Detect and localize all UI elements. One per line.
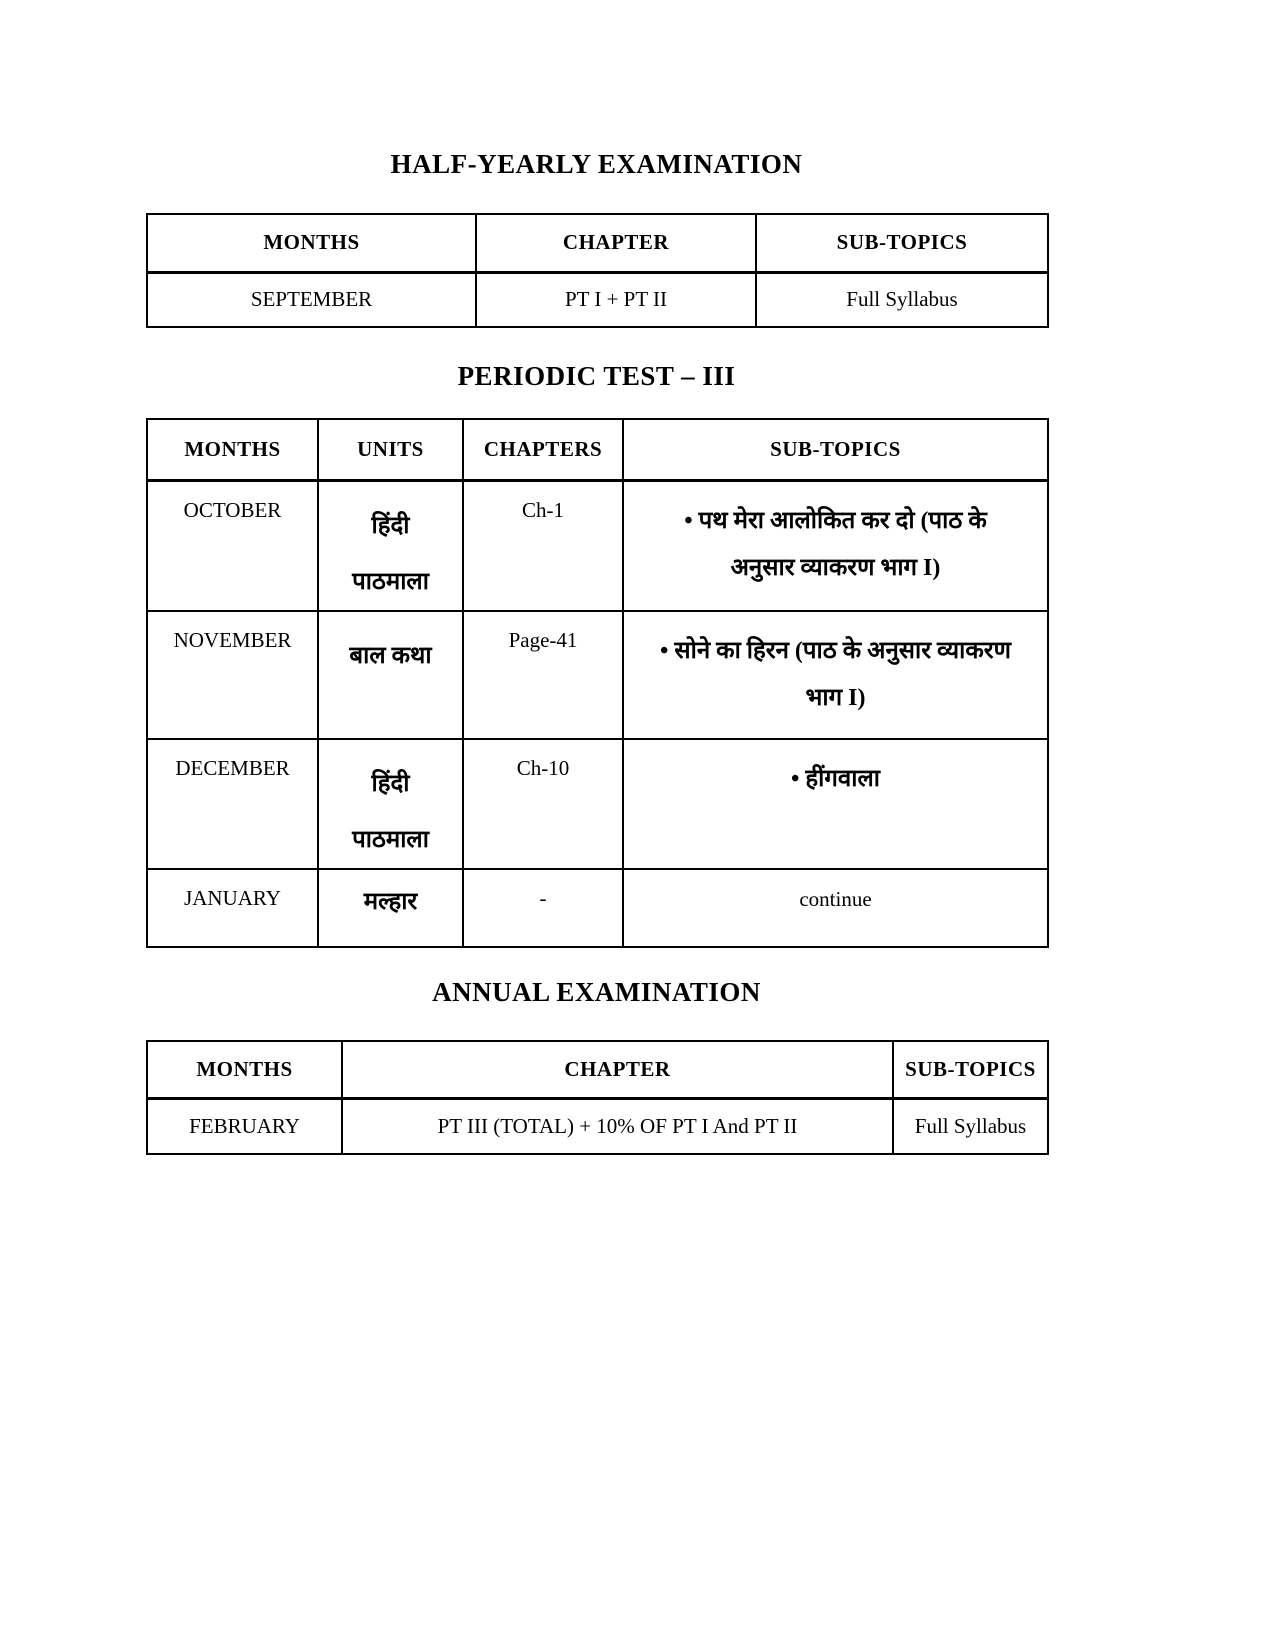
sub-topics-cell: Full Syllabus [756, 272, 1048, 327]
table-row [147, 1099, 1048, 1154]
header-months: MONTHS [147, 419, 318, 480]
chapter-cell: - [463, 869, 623, 947]
unit-cell [318, 480, 463, 611]
sub-topics-cell [623, 739, 1048, 869]
header-months: MONTHS [147, 214, 476, 272]
table-row [147, 611, 1048, 739]
annual-table [146, 1040, 1049, 1155]
header-months: MONTHS [147, 1041, 342, 1099]
half-yearly-title: HALF-YEARLY EXAMINATION [390, 149, 803, 179]
unit-line: मल्हार [363, 888, 418, 915]
header-sub-topics: SUB-TOPICS [756, 214, 1048, 272]
table-header-row [147, 419, 1048, 480]
unit-line: पाठमाला [352, 826, 429, 853]
periodic-test-table [146, 418, 1049, 948]
annual-title: ANNUAL EXAMINATION [432, 976, 761, 1007]
sub-topics-cell: Full Syllabus [893, 1099, 1048, 1154]
unit-line: हिंदी [371, 770, 410, 797]
month-cell: OCTOBER [147, 480, 318, 611]
sub-topics-cell [623, 480, 1048, 611]
month-cell: DECEMBER [147, 739, 318, 869]
sub-topic-line: • सोने का हिरन (पाठ के अनुसार व्याकरण [660, 637, 1011, 664]
month-cell: NOVEMBER [147, 611, 318, 739]
header-chapter: CHAPTER [342, 1041, 893, 1099]
table-row [147, 869, 1048, 947]
month-cell: SEPTEMBER [147, 272, 476, 327]
unit-cell [318, 739, 463, 869]
sub-topics-cell [623, 869, 1048, 947]
chapter-cell: Page-41 [463, 611, 623, 739]
month-cell: JANUARY [147, 869, 318, 947]
unit-line: हिंदी [371, 512, 410, 539]
chapter-cell: Ch-1 [463, 480, 623, 611]
unit-line: पाठमाला [352, 568, 429, 595]
sub-topic-line: • हींगवाला [791, 765, 880, 792]
header-chapters: CHAPTERS [463, 419, 623, 480]
header-chapter: CHAPTER [476, 214, 756, 272]
chapter-cell: PT III (TOTAL) + 10% OF PT I And PT II [342, 1099, 893, 1154]
unit-line: बाल कथा [349, 642, 432, 669]
table-row [147, 480, 1048, 611]
chapter-cell: PT I + PT II [476, 272, 756, 327]
periodic-test-title: PERIODIC TEST – III [457, 361, 736, 391]
sub-topic-line: continue [799, 886, 872, 911]
unit-cell [318, 611, 463, 739]
unit-cell [318, 869, 463, 947]
header-sub-topics: SUB-TOPICS [623, 419, 1048, 480]
chapter-cell: Ch-10 [463, 739, 623, 869]
sub-topic-line: भाग I) [805, 684, 866, 711]
table-header-row [147, 214, 1048, 272]
sub-topic-line: अनुसार व्याकरण भाग I) [730, 554, 941, 581]
table-row [147, 272, 1048, 327]
header-units: UNITS [318, 419, 463, 480]
half-yearly-table [146, 213, 1049, 328]
header-sub-topics: SUB-TOPICS [893, 1041, 1048, 1099]
month-cell: FEBRUARY [147, 1099, 342, 1154]
sub-topic-line: • पथ मेरा आलोकित कर दो (पाठ के [684, 507, 987, 534]
table-header-row [147, 1041, 1048, 1099]
sub-topics-cell [623, 611, 1048, 739]
table-row [147, 739, 1048, 869]
